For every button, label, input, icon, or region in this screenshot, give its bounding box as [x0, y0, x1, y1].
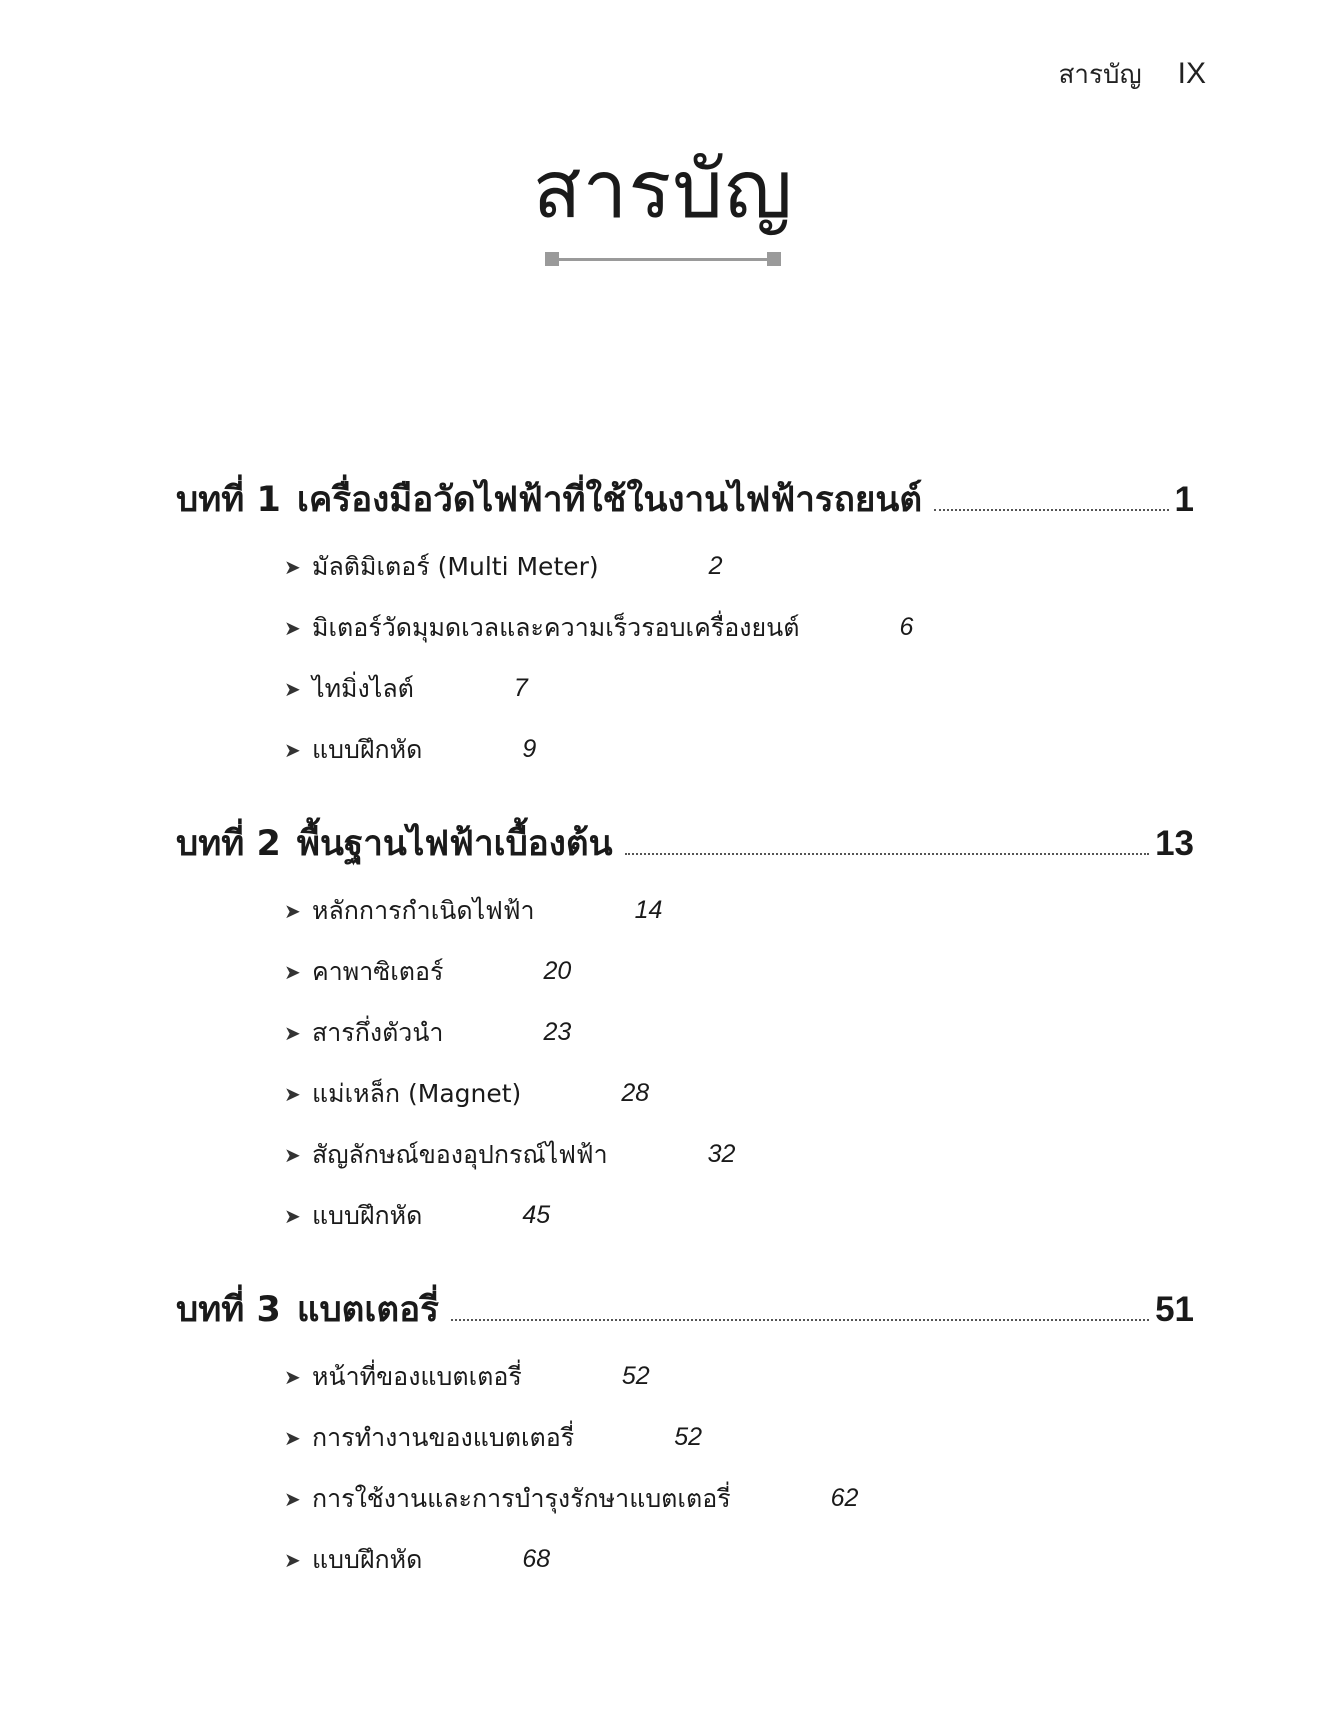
toc-item-page: 28	[621, 1079, 650, 1107]
arrow-bullet-icon: ➤	[284, 1081, 301, 1106]
running-header	[1059, 54, 1206, 95]
chapter-label: บทที่ 3	[176, 1290, 281, 1330]
dotted-leader	[625, 853, 1150, 855]
toc-item-text: การทำงานของแบตเตอรี่	[312, 1422, 575, 1452]
arrow-bullet-icon: ➤	[284, 676, 301, 701]
toc-item[interactable]	[284, 1124, 1194, 1185]
toc-item[interactable]	[284, 1002, 1194, 1063]
arrow-bullet-icon: ➤	[284, 1425, 301, 1450]
toc-item-text: สารกึ่งตัวนำ	[312, 1017, 444, 1047]
toc-item[interactable]	[284, 941, 1194, 1002]
chapter-items	[176, 880, 1194, 1246]
arrow-bullet-icon: ➤	[284, 1547, 301, 1572]
table-of-contents	[176, 472, 1194, 1626]
arrow-bullet-icon: ➤	[284, 898, 301, 923]
chapter-heading[interactable]	[176, 816, 1194, 866]
arrow-bullet-icon: ➤	[284, 1364, 301, 1389]
toc-item-text: หลักการกำเนิดไฟฟ้า	[312, 895, 535, 925]
toc-item-text: แบบฝึกหัด	[312, 734, 423, 764]
arrow-bullet-icon: ➤	[284, 959, 301, 984]
page-title: สารบัญ	[532, 143, 794, 236]
toc-item[interactable]	[284, 536, 1194, 597]
toc-item-page: 52	[674, 1423, 703, 1451]
running-header-section: สารบัญ	[1058, 60, 1142, 90]
toc-item[interactable]	[284, 880, 1194, 941]
toc-item-page: 7	[513, 674, 528, 702]
chapter-heading[interactable]	[176, 1282, 1194, 1332]
chapter-label: บทที่ 1	[176, 480, 281, 520]
toc-item[interactable]	[284, 1185, 1194, 1246]
toc-item-text: มัลติมิเตอร์ (Multi Meter)	[312, 551, 599, 581]
arrow-bullet-icon: ➤	[284, 737, 301, 762]
chapter-page-number: 51	[1155, 1290, 1194, 1329]
arrow-bullet-icon: ➤	[284, 1203, 301, 1228]
toc-item-text: สัญลักษณ์ของอุปกรณ์ไฟฟ้า	[312, 1139, 608, 1169]
toc-item-text: มิเตอร์วัดมุมดเวลและความเร็วรอบเครื่องยนต์	[312, 612, 800, 642]
toc-item[interactable]	[284, 1063, 1194, 1124]
title-underline	[545, 252, 781, 266]
toc-item-page: 14	[634, 896, 663, 924]
toc-item-text: คาพาซิเตอร์	[312, 956, 444, 986]
toc-item-page: 2	[708, 552, 723, 580]
chapter-1	[176, 472, 1194, 780]
toc-item-page: 68	[522, 1545, 551, 1573]
chapter-title: แบตเตอรี่	[296, 1290, 439, 1330]
toc-item-page: 52	[621, 1362, 650, 1390]
arrow-bullet-icon: ➤	[284, 615, 301, 640]
toc-item-page: 20	[543, 957, 572, 985]
arrow-bullet-icon: ➤	[284, 1020, 301, 1045]
toc-item-text: ไทมิ่งไลต์	[312, 673, 414, 703]
running-header-page-number: IX	[1177, 57, 1206, 90]
toc-item-text: หน้าที่ของแบตเตอรี่	[312, 1361, 522, 1391]
chapter-label: บทที่ 2	[176, 824, 281, 864]
dotted-leader	[451, 1319, 1149, 1321]
arrow-bullet-icon: ➤	[284, 1486, 301, 1511]
toc-item[interactable]	[284, 719, 1194, 780]
chapter-heading[interactable]	[176, 472, 1194, 522]
toc-item-text: แบบฝึกหัด	[312, 1544, 423, 1574]
toc-item-text: แม่เหล็ก (Magnet)	[312, 1078, 522, 1108]
arrow-bullet-icon: ➤	[284, 1142, 301, 1167]
toc-item[interactable]	[284, 1529, 1194, 1590]
chapter-title: พื้นฐานไฟฟ้าเบื้องต้น	[296, 824, 613, 864]
toc-item-page: 62	[830, 1484, 859, 1512]
chapter-items	[176, 1346, 1194, 1590]
toc-item-page: 23	[543, 1018, 572, 1046]
title-underline-line	[552, 258, 774, 261]
toc-item-text: แบบฝึกหัด	[312, 1200, 423, 1230]
title-block	[0, 143, 1326, 266]
chapter-2	[176, 816, 1194, 1246]
arrow-bullet-icon: ➤	[284, 554, 301, 579]
toc-item-text: การใช้งานและการบำรุงรักษาแบตเตอรี่	[312, 1483, 731, 1513]
toc-item-page: 6	[899, 613, 914, 641]
toc-item[interactable]	[284, 1407, 1194, 1468]
chapter-3	[176, 1282, 1194, 1590]
chapter-title: เครื่องมือวัดไฟฟ้าที่ใช้ในงานไฟฟ้ารถยนต์	[296, 480, 923, 520]
toc-item[interactable]	[284, 1468, 1194, 1529]
toc-item-page: 9	[522, 735, 537, 763]
toc-item-page: 32	[707, 1140, 736, 1168]
toc-item[interactable]	[284, 597, 1194, 658]
dotted-leader	[934, 509, 1168, 511]
chapter-items	[176, 536, 1194, 780]
chapter-page-number: 1	[1174, 480, 1194, 519]
toc-item[interactable]	[284, 658, 1194, 719]
toc-item-page: 45	[522, 1201, 551, 1229]
chapter-page-number: 13	[1155, 824, 1194, 863]
toc-item[interactable]	[284, 1346, 1194, 1407]
title-underline-right-cap	[767, 252, 781, 266]
